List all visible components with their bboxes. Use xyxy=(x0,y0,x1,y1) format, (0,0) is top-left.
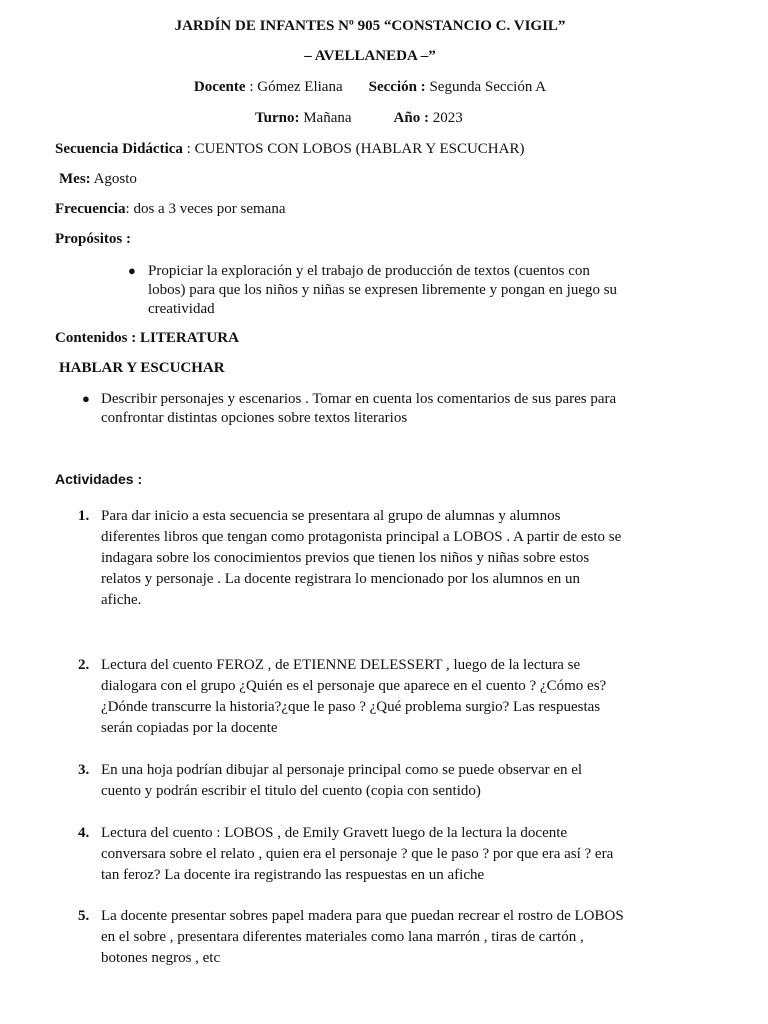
item-number: 2. xyxy=(78,657,90,673)
item-number: 5. xyxy=(78,908,90,924)
school-title xyxy=(0,17,740,35)
anio-value: 2023 xyxy=(428,110,463,126)
contenidos-label: Contenidos : LITERATURA xyxy=(55,330,239,346)
activity-item-2 xyxy=(101,655,606,739)
bullet-icon: ● xyxy=(128,263,136,278)
activity-item-3 xyxy=(101,760,582,802)
activity-item-5 xyxy=(101,906,624,969)
activity-line: botones negros , etc xyxy=(101,950,221,966)
turno-anio-line xyxy=(255,109,463,127)
mes-value: Agosto xyxy=(90,171,137,187)
activity-line: Para dar inicio a esta secuencia se presentara al grupo de alumnas y alumnos xyxy=(101,508,561,524)
activity-line: Lectura del cuento : LOBOS , de Emily Gravett luego de la lectura la docente xyxy=(101,825,568,841)
frecuencia-line xyxy=(55,200,286,218)
activity-line: La docente presentar sobres papel madera para que puedan recrear el rostro de LOBOS xyxy=(101,908,624,924)
activity-line: en el sobre , presentara diferentes materiales como lana marrón , tiras de cartón , xyxy=(101,929,584,945)
mes-line xyxy=(59,170,137,188)
actividades-heading xyxy=(55,470,142,488)
seccion-value: Segunda Sección A xyxy=(425,79,547,95)
activity-line: conversara sobre el relato , quien era el personaje ? que le paso ? por que era así ? era xyxy=(101,846,614,862)
activity-line: ¿Dónde transcurre la historia?¿que le paso ? ¿Qué problema surgio? Las respuestas xyxy=(101,699,601,715)
contenidos-heading xyxy=(55,329,239,347)
propositos-heading xyxy=(55,230,131,248)
frecuencia-label: Frecuencia xyxy=(55,201,126,217)
secuencia-line xyxy=(55,140,524,158)
activity-line: tan feroz? La docente ira registrando las respuestas en un afiche xyxy=(101,867,485,883)
turno-value: Mañana xyxy=(299,110,352,126)
anio-label: Año : xyxy=(393,110,429,126)
activity-line: dialogara con el grupo ¿Quién es el personaje que aparece en el cuento ? ¿Cómo es? xyxy=(101,678,607,694)
activity-line: cuento y podrán escribir el titulo del cuento (copia con sentido) xyxy=(101,783,481,799)
item-number: 1. xyxy=(78,508,90,524)
school-name: JARDÍN DE INFANTES Nº 905 “CONSTANCIO C. VIGIL” xyxy=(174,18,566,34)
activity-line: afiche. xyxy=(101,592,142,608)
activity-line: diferentes libros que tengan como protagonista principal a LOBOS . A partir de esto se xyxy=(101,529,622,545)
hablar-heading xyxy=(59,359,225,377)
activity-line: En una hoja podrían dibujar al personaje principal como se puede observar en el xyxy=(101,762,583,778)
activity-line: indagara sobre los conocimientos previos que tienen los niños y niñas sobre estos xyxy=(101,550,590,566)
hablar-line: Describir personajes y escenarios . Tomar en cuenta los comentarios de sus pares para xyxy=(101,391,617,407)
docente-seccion-line xyxy=(0,78,740,96)
proposito-line: lobos) para que los niños y niñas se expresen libremente y pongan en juego su xyxy=(148,282,618,298)
hablar-line: confrontar distintas opciones sobre textos literarios xyxy=(101,410,408,426)
docente-label: Docente xyxy=(193,79,246,95)
city-name: – AVELLANEDA –” xyxy=(304,48,436,64)
school-city xyxy=(0,47,740,65)
activity-line: relatos y personaje . La docente registrara lo mencionado por los alumnos en un xyxy=(101,571,581,587)
propositos-label: Propósitos : xyxy=(55,231,131,247)
proposito-line: creatividad xyxy=(148,301,215,317)
activity-item-4 xyxy=(101,823,613,886)
secuencia-value: : CUENTOS CON LOBOS (HABLAR Y ESCUCHAR) xyxy=(182,141,525,157)
hablar-label: HABLAR Y ESCUCHAR xyxy=(59,360,225,376)
item-number: 4. xyxy=(78,825,90,841)
docente-value: : Gómez Eliana xyxy=(245,79,343,95)
turno-label: Turno: xyxy=(255,110,300,126)
seccion-label: Sección : xyxy=(368,79,426,95)
activity-line: serán copiadas por la docente xyxy=(101,720,278,736)
activity-line: Lectura del cuento FEROZ , de ETIENNE DELESSERT , luego de la lectura se xyxy=(101,657,581,673)
proposito-line: Propiciar la exploración y el trabajo de producción de textos (cuentos con xyxy=(148,263,590,279)
frecuencia-value: : dos a 3 veces por semana xyxy=(125,201,286,217)
secuencia-label: Secuencia Didáctica xyxy=(55,141,183,157)
item-number: 3. xyxy=(78,762,90,778)
mes-label: Mes: xyxy=(59,171,91,187)
activity-item-1 xyxy=(101,506,621,611)
actividades-label: Actividades : xyxy=(55,471,143,487)
bullet-icon: ● xyxy=(82,391,90,406)
